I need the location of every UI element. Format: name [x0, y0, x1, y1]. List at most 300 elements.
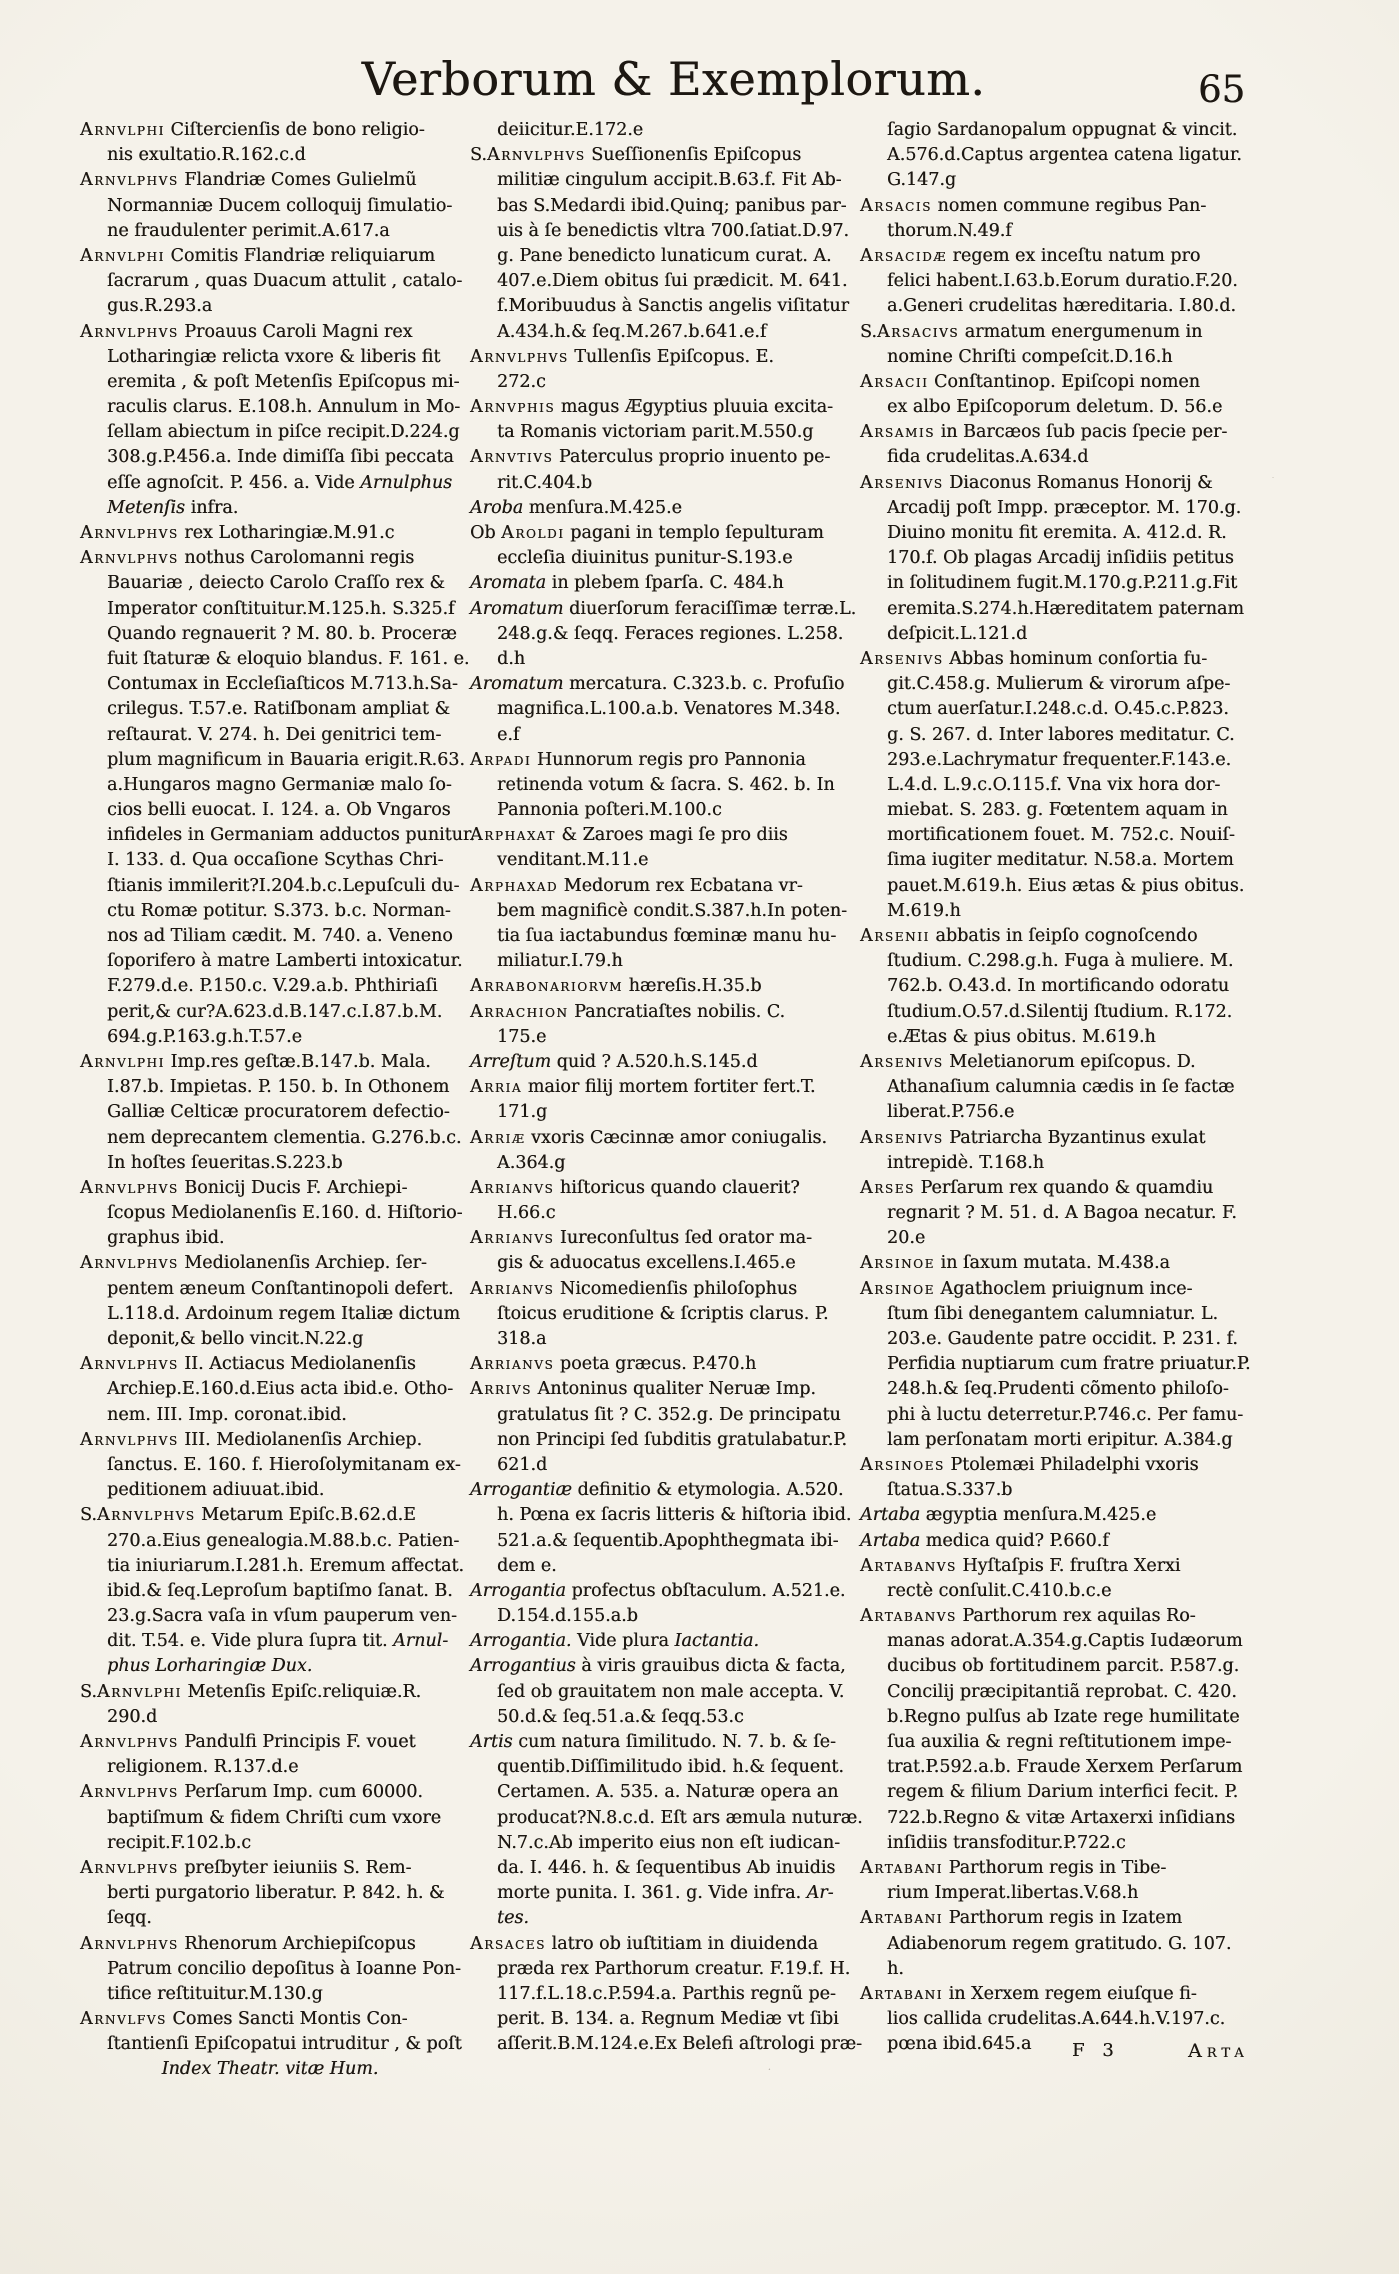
- text-run: nem deprecantem clementia. G.276.b.c.: [107, 1127, 462, 1148]
- entry-headword: Arnvlphvs: [486, 145, 586, 166]
- text-run: definitio & etymologia. A.520.: [571, 1480, 844, 1501]
- entry-headword: Arnvlphi: [96, 1681, 182, 1702]
- index-entry-line: [470, 1629, 850, 1654]
- index-text-line: [470, 647, 850, 672]
- entry-headword: Arrianvs: [470, 1354, 555, 1375]
- text-run: ne fraudulenter perimit.A.617.a: [107, 220, 390, 241]
- index-text-line: [80, 672, 460, 697]
- text-run: S.: [80, 1681, 97, 1702]
- text-run: poeta græcus. P.470.h: [554, 1354, 757, 1375]
- index-text-line: [80, 798, 460, 823]
- text-run: recipit.F.102.b.c: [107, 1832, 252, 1853]
- text-run: a.Hungaros magno Germaniæ malo ſo-: [107, 774, 452, 795]
- index-text-line: [80, 622, 460, 647]
- index-text-line: [470, 1302, 850, 1327]
- index-text-line: [80, 1705, 460, 1730]
- text-run: Certamen. A. 535. a. Naturæ opera an: [497, 1782, 839, 1803]
- entry-headword: Arria: [470, 1077, 523, 1098]
- entry-headword: Arnvlphi: [80, 1051, 165, 1072]
- text-run: 722.b.Regno & vitæ Artaxerxi inſidians: [887, 1807, 1236, 1828]
- text-run: I.87.b. Impietas. P. 150. b. In Othonem: [107, 1077, 450, 1098]
- italic-text-run: Ar-: [806, 1883, 834, 1904]
- text-run: graphus ibid.: [107, 1228, 225, 1249]
- index-entry-line: [80, 521, 460, 546]
- entry-headword: Arnvlphvs: [80, 1732, 179, 1752]
- index-entry-line: [860, 924, 1240, 949]
- entry-headword: Arnvlphvs: [80, 1253, 179, 1274]
- italic-text-run: tes.: [497, 1908, 529, 1929]
- entry-headword: Arrianvs: [470, 1228, 555, 1249]
- text-run: Abbas hominum conſortia fu-: [943, 648, 1208, 669]
- index-text-line: [80, 345, 460, 370]
- text-run: Rhenorum Archiepiſcopus: [178, 1933, 416, 1954]
- text-run: Mediolanenſis Archiep. ſer-: [178, 1253, 427, 1274]
- index-entry-line: [860, 1604, 1240, 1629]
- index-text-line: [470, 1856, 850, 1881]
- index-text-line: [470, 546, 850, 571]
- index-text-line: [860, 672, 1240, 697]
- index-text-line: [470, 269, 850, 294]
- index-text-line: [860, 521, 1240, 546]
- index-text-line: [80, 445, 460, 470]
- entry-headword: Artabanvs: [860, 1606, 957, 1627]
- index-text-line: [860, 1377, 1240, 1402]
- text-run: manas adorat.A.354.g.Captis Iudæorum: [887, 1631, 1243, 1652]
- text-run: lam perſonatam morti eripitur. A.384.g: [887, 1429, 1233, 1450]
- italic-text-run: Arreſtum: [470, 1051, 552, 1072]
- text-run: tifice reſtituitur.M.130.g: [107, 1983, 323, 2004]
- text-run: deiicitur.E.172.e: [497, 120, 644, 140]
- text-run: Diaconus Romanus Honorij &: [943, 472, 1213, 493]
- text-run: ſellam abiectum in piſce recipit.D.224.g: [107, 422, 460, 443]
- index-entry-line: [860, 320, 1240, 345]
- italic-text-run: Arrogantiæ: [470, 1480, 572, 1501]
- index-text-line: [80, 1075, 460, 1100]
- index-entry-line: [860, 471, 1240, 496]
- index-text-line: [470, 294, 850, 319]
- entry-headword: Arrianvs: [470, 1278, 555, 1299]
- italic-text-run: Aromatum: [470, 674, 564, 695]
- text-run: hæreſis.H.35.b: [623, 976, 762, 997]
- text-run: Agathoclem priuignum ince-: [934, 1278, 1193, 1299]
- index-text-line: [860, 395, 1240, 420]
- italic-text-run: Arnulphus: [360, 472, 453, 493]
- entry-headword: Artabanvs: [860, 1555, 957, 1576]
- entry-headword: Arsacivs: [876, 321, 960, 342]
- index-text-line: [470, 1201, 850, 1226]
- entry-headword: Arnvtivs: [470, 447, 554, 468]
- index-text-line: [80, 974, 460, 999]
- index-text-line: [80, 1604, 460, 1629]
- index-text-line: [80, 1982, 460, 2007]
- text-run: S.: [470, 145, 487, 166]
- text-run: Sueſſionenſis Epiſcopus: [585, 145, 802, 166]
- index-text-line: [860, 1680, 1240, 1705]
- index-text-line: [470, 1957, 850, 1982]
- index-entry-line: [470, 1176, 850, 1201]
- index-text-line: [80, 370, 460, 395]
- index-text-line: [470, 1327, 850, 1352]
- index-text-line: [470, 1906, 850, 1931]
- index-text-line: [80, 1478, 460, 1503]
- index-entry-line: [470, 1050, 850, 1075]
- index-text-line: [470, 420, 850, 445]
- text-run: ibid.& ſeq.Leproſum baptiſmo ſanat. B.: [107, 1580, 453, 1601]
- index-text-line: [80, 597, 460, 622]
- index-text-line: [80, 1100, 460, 1125]
- text-run: Metenſis Epiſc.reliquiæ.R.: [181, 1681, 422, 1702]
- text-run: preſbyter ieiuniis S. Rem-: [178, 1857, 412, 1878]
- text-run: 171.g: [497, 1102, 548, 1123]
- text-run: pœna ibid.645.a: [887, 2034, 1032, 2055]
- index-text-line: [860, 1201, 1240, 1226]
- text-run: ſtoicus eruditione & ſcriptis clarus. P.: [497, 1303, 829, 1324]
- index-text-line: [470, 1982, 850, 2007]
- text-run: a.Generi crudelitas hæreditaria. I.80.d.: [887, 296, 1236, 317]
- signature-mark: F 3: [1072, 2040, 1120, 2061]
- index-entry-line: [470, 521, 850, 546]
- index-entry-line: [80, 1780, 460, 1805]
- index-entry-line: [470, 143, 850, 168]
- index-text-line: [470, 1529, 850, 1554]
- italic-text-run: phus Lorharingiæ Dux.: [107, 1656, 313, 1677]
- index-text-line: [80, 723, 460, 748]
- index-text-line: [80, 1453, 460, 1478]
- text-run: thorum.N.49.f: [887, 220, 1012, 241]
- text-run: nem. III. Imp. coronat.ibid.: [107, 1404, 347, 1425]
- index-text-line: [470, 370, 850, 395]
- index-entry-line: [470, 874, 850, 899]
- index-entry-line: [860, 1251, 1240, 1276]
- index-text-line: [80, 2057, 460, 2082]
- text-run: A.576.d.Captus argentea catena ligatur.: [887, 145, 1242, 166]
- index-text-line: [470, 798, 850, 823]
- index-text-line: [80, 1201, 463, 1226]
- text-run: morte punita. I. 361. g. Vide infra.: [497, 1883, 807, 1904]
- index-text-line: [80, 773, 460, 798]
- text-run: ſacrarum , quas Duacum attulit , catalo-: [107, 271, 463, 292]
- text-run: 50.d.& ſeq.51.a.& ſeqq.53.c: [497, 1706, 744, 1727]
- index-entry-line: [80, 168, 460, 193]
- text-run: 521.a.& ſequentib.Apophthegmata ibi-: [497, 1530, 839, 1551]
- running-title: Verborum & Exemplorum.: [361, 52, 986, 106]
- index-text-line: [470, 2007, 850, 2032]
- entry-headword: Artabani: [860, 1983, 944, 2004]
- index-entry-line: [80, 244, 460, 269]
- text-run: ctu Romæ potitur. S.373. b.c. Norman-: [107, 900, 451, 921]
- index-text-line: [470, 1680, 850, 1705]
- index-entry-line: [860, 1529, 1240, 1554]
- italic-text-run: Arrogantia.: [470, 1631, 572, 1652]
- text-run: tia iniuriarum.I.281.h. Eremum affectat.: [107, 1555, 464, 1576]
- index-text-line: [80, 949, 463, 974]
- index-text-line: [860, 2007, 1240, 2032]
- text-run: crilegus. T.57.e. Ratiſbonam ampliat &: [107, 699, 451, 720]
- index-entry-line: [470, 748, 850, 773]
- index-text-line: [80, 471, 460, 496]
- text-run: Nicomedienſis philoſophus: [554, 1278, 798, 1299]
- italic-text-run: Artaba: [860, 1530, 921, 1551]
- index-text-line: [860, 143, 1240, 168]
- text-run: perit. B. 134. a. Regnum Mediæ vt ſibi: [497, 2009, 839, 2030]
- entry-headword: Arnvlphvs: [80, 1354, 179, 1375]
- text-run: rit.C.404.b: [497, 472, 593, 493]
- index-columns: [80, 118, 1251, 2083]
- entry-headword: Arsinoe: [860, 1278, 935, 1299]
- index-entry-line: [860, 420, 1240, 445]
- index-text-line: [80, 1806, 460, 1831]
- index-text-line: [860, 118, 1240, 143]
- entry-headword: Arnvlphi: [80, 245, 165, 266]
- index-text-line: [860, 697, 1240, 722]
- index-text-line: [860, 748, 1240, 773]
- text-run: perit,& cur?A.623.d.B.147.c.I.87.b.M.: [107, 1001, 443, 1022]
- text-run: miliatur.I.79.h: [497, 951, 623, 972]
- index-text-line: [470, 1755, 850, 1780]
- index-text-line: [80, 1327, 460, 1352]
- index-text-line: [860, 168, 1240, 193]
- index-entry-line: [80, 320, 460, 345]
- text-run: Conſtantinop. Epiſcopi nomen: [928, 371, 1200, 392]
- text-run: Ob: [470, 523, 502, 543]
- index-text-line: [860, 2032, 1240, 2057]
- text-run: h. Pœna ex ſacris litteris & hiſtoria ibid.: [497, 1505, 852, 1526]
- text-run: ſtudium.O.57.d.Silentij ſtudium. R.172.: [887, 1001, 1233, 1022]
- text-run: 621.d: [497, 1454, 548, 1475]
- text-run: militiæ cingulum accipit.B.63.f. Fit Ab-: [497, 170, 842, 191]
- entry-headword: Arsenivs: [860, 472, 944, 493]
- text-run: Bonicij Ducis F. Archiepi-: [178, 1177, 408, 1198]
- index-text-line: [80, 2032, 460, 2057]
- text-run: D.154.d.155.a.b: [497, 1606, 638, 1627]
- index-text-line: [860, 1478, 1240, 1503]
- index-entry-line: [860, 1856, 1240, 1881]
- index-text-line: [470, 924, 850, 949]
- entry-headword: Arnvlphvs: [80, 1933, 179, 1954]
- text-run: Parthorum regis in Tibe-: [943, 1857, 1167, 1878]
- index-entry-line: [470, 395, 850, 420]
- text-run: Hunnorum regis pro Pannonia: [531, 749, 806, 770]
- text-run: ſoporifero à matre Lamberti intoxicatur.: [107, 951, 463, 972]
- text-run: quid ? A.520.h.S.145.d: [551, 1051, 758, 1072]
- text-run: Pandulfi Principis F. vouet: [178, 1732, 416, 1752]
- text-run: Bauariæ , deiecto Carolo Craſſo rex &: [107, 573, 445, 594]
- entry-headword: Arses: [860, 1177, 915, 1198]
- index-text-line: [80, 697, 460, 722]
- text-run: Parthorum regis in Izatem: [943, 1908, 1183, 1929]
- index-entry-line: [860, 1277, 1240, 1302]
- entry-headword: Arnvphis: [470, 397, 556, 418]
- index-text-line: [860, 949, 1240, 974]
- entry-headword: Arsamis: [860, 422, 936, 443]
- text-run: M.619.h: [887, 900, 961, 921]
- index-text-line: [80, 1831, 460, 1856]
- text-run: ſed ob grauitatem non male accepta. V.: [497, 1681, 845, 1702]
- index-text-line: [470, 848, 850, 873]
- entry-headword: Arsacidæ: [860, 245, 947, 266]
- index-text-line: [860, 1755, 1243, 1780]
- text-run: & Zaroes magi ſe pro diis: [555, 825, 788, 846]
- text-run: 272.c: [497, 371, 546, 392]
- text-run: mortificationem fouet. M. 752.c. Nouiſ-: [887, 825, 1235, 846]
- text-run: præda rex Parthorum creatur. F.19.f. H.: [497, 1958, 851, 1979]
- index-text-line: [860, 345, 1240, 370]
- index-text-line: [470, 219, 850, 244]
- entry-headword: Arsaces: [470, 1933, 546, 1954]
- index-entry-line: [80, 1050, 460, 1075]
- text-run: 23.g.Sacra vaſa in vſum pauperum ven-: [107, 1606, 457, 1627]
- text-run: abbatis in ſeipſo cognoſcendo: [929, 926, 1198, 946]
- text-run: in ſaxum mutata. M.438.a: [934, 1253, 1170, 1274]
- text-run: pagani in templo ſepulturam: [564, 523, 824, 543]
- index-text-line: [470, 194, 850, 219]
- text-run: Diuino monitu fit eremita. A. 412.d. R.: [887, 523, 1227, 543]
- index-entry-line: [80, 1251, 460, 1276]
- index-text-line: [860, 1957, 1240, 1982]
- text-run: in Barcæos ſub pacis ſpecie per-: [935, 422, 1228, 443]
- text-column-3: [860, 118, 1251, 2083]
- index-entry-line: [470, 597, 857, 622]
- text-run: infideles in Germaniam adductos punitur.: [107, 825, 475, 846]
- text-run: bas S.Medardi ibid.Quinq; panibus par-: [497, 195, 847, 216]
- text-run: magus Ægyptius pluuia excita-: [555, 397, 833, 418]
- text-run: eremita.S.274.h.Hæreditatem paternam: [887, 598, 1244, 619]
- text-run: Perſarum Imp. cum 60000.: [178, 1782, 423, 1803]
- index-entry-line: [860, 370, 1240, 395]
- italic-text-run: Arrogantius: [470, 1656, 576, 1677]
- text-run: F.279.d.e. P.150.c. V.29.a.b. Phthiriaſi: [107, 976, 438, 997]
- text-run: phi à luctu deterretur.P.746.c. Per famu-: [887, 1404, 1244, 1425]
- text-run: trat.P.592.a.b. Fraude Xerxem Perſarum: [887, 1757, 1243, 1778]
- text-run: regem ex inceſtu natum pro: [946, 245, 1201, 266]
- text-run: regnarit ? M. 51. d. A Bagoa necatur. F.: [887, 1203, 1237, 1224]
- text-run: ſanctus. E. 160. f. Hieroſolymitanam ex-: [107, 1454, 461, 1475]
- catchword: Arta: [1188, 2040, 1249, 2062]
- index-text-line: [470, 2032, 862, 2057]
- entry-headword: Arsacis: [860, 195, 932, 216]
- index-text-line: [80, 294, 460, 319]
- text-run: raculis clarus. E.108.h. Annulum in Mo-: [107, 397, 461, 418]
- text-run: non Principi ſed ſubditis gratulabatur.P.: [497, 1429, 847, 1450]
- index-entry-line: [470, 496, 850, 521]
- index-text-line: [860, 1831, 1240, 1856]
- text-run: Flandriæ Comes Gulielmũ: [178, 170, 417, 191]
- index-entry-line: [860, 1050, 1240, 1075]
- text-run: ta Romanis victoriam parit.M.550.g: [497, 422, 814, 443]
- text-run: Pancratiaſtes nobilis. C.: [568, 1001, 786, 1022]
- index-entry-line: [860, 194, 1240, 219]
- text-run: dem e.: [497, 1555, 557, 1576]
- text-column-2: [470, 118, 863, 2083]
- text-run: ſtum ſibi denegantem calumniatur. L.: [887, 1303, 1219, 1324]
- text-run: gis & aduocatus excellens.I.465.e: [497, 1253, 796, 1274]
- entry-headword: Arnvlphvs: [96, 1505, 196, 1526]
- index-text-line: [470, 1604, 850, 1629]
- text-run: Archiep.E.160.d.Eius acta ibid.e. Otho-: [107, 1379, 454, 1400]
- index-entry-line: [470, 1126, 850, 1151]
- text-run: ſagio Sardanopalum oppugnat & vincit.: [887, 120, 1238, 140]
- text-run: Ciſtercienſis de bono religio-: [164, 120, 425, 140]
- index-text-line: [80, 1957, 460, 1982]
- index-text-line: [860, 823, 1240, 848]
- text-run: maior filij mortem fortiter fert.T.: [522, 1077, 816, 1098]
- text-run: ſtantienſi Epiſcopatui intruditur , & poſt: [107, 2034, 462, 2055]
- index-text-line: [860, 1428, 1240, 1453]
- text-run: Hyſtaſpis F. fruſtra Xerxi: [956, 1555, 1181, 1576]
- index-entry-line: [80, 1176, 460, 1201]
- index-text-line: [860, 798, 1240, 823]
- text-run: S.: [80, 1505, 97, 1526]
- text-run: rectè conſulit.C.410.b.c.e: [887, 1580, 1112, 1601]
- entry-headword: Arnvlphvs: [80, 321, 179, 342]
- text-run: g. Pane benedicto lunaticum curat. A.: [497, 245, 832, 266]
- index-text-line: [470, 1831, 850, 1856]
- index-text-line: [80, 1000, 460, 1025]
- index-text-line: [860, 1932, 1240, 1957]
- text-run: 270.a.Eius genealogia.M.88.b.c. Patien-: [107, 1530, 460, 1551]
- index-text-line: [470, 1881, 850, 1906]
- text-run: nomen commune regibus Pan-: [931, 195, 1207, 216]
- text-run: rium Imperat.libertas.V.68.h: [887, 1883, 1139, 1904]
- text-run: vxoris Cæcinnæ amor coniugalis.: [525, 1127, 827, 1148]
- entry-headword: Arrachion: [470, 1001, 569, 1022]
- text-run: producat?N.8.c.d. Eſt ars æmula nuturæ.: [497, 1807, 863, 1828]
- text-run: 248.g.& ſeqq. Feraces regiones. L.258.: [497, 623, 844, 644]
- index-text-line: [80, 1302, 460, 1327]
- text-run: mercatura. C.323.b. c. Profuſio: [563, 674, 845, 695]
- index-entry-line: [80, 1428, 460, 1453]
- index-text-line: [80, 496, 460, 521]
- index-text-line: [80, 219, 460, 244]
- text-run: H.66.c: [497, 1203, 556, 1224]
- index-text-line: [470, 1428, 850, 1453]
- text-run: Imperator conſtituitur.M.125.h. S.325.f: [107, 598, 455, 619]
- index-entry-line: [470, 1377, 850, 1402]
- text-run: 318.a: [497, 1329, 547, 1349]
- text-run: Galliæ Celticæ procuratorem defectio-: [107, 1102, 450, 1123]
- text-run: Perſarum rex quando & quamdiu: [914, 1177, 1214, 1198]
- entry-headword: Arsenii: [860, 926, 930, 946]
- text-run: retinenda votum & ſacra. S. 462. b. In: [497, 774, 835, 795]
- entry-headword: Arnvlphvs: [80, 523, 179, 543]
- index-text-line: [470, 1705, 850, 1730]
- entry-headword: Artabani: [860, 1857, 944, 1878]
- index-entry-line: [470, 1352, 850, 1377]
- text-run: ſua auxilia & regni reſtitutionem impe-: [887, 1732, 1232, 1752]
- entry-headword: Arsinoes: [860, 1454, 945, 1475]
- text-run: aſſerit.B.M.124.e.Ex Belefi aſtrologi præ-: [497, 2034, 862, 2055]
- text-run: Parthorum rex aquilas Ro-: [956, 1606, 1196, 1627]
- text-run: Paterculus proprio inuento pe-: [553, 447, 831, 468]
- index-entry-line: [470, 1654, 850, 1679]
- text-run: A.364.g: [497, 1152, 566, 1173]
- entry-headword: Arnvlphvs: [80, 1782, 179, 1803]
- text-run: g. S. 267. d. Inter labores meditatur. C.: [887, 724, 1235, 745]
- italic-text-run: Metenſis: [107, 497, 185, 518]
- entry-headword: Arsinoe: [860, 1253, 935, 1274]
- italic-text-run: Aromatum: [470, 598, 564, 619]
- text-run: Meletianorum epiſcopus. D.: [943, 1051, 1196, 1072]
- text-run: Antoninus qualiter Neruæ Imp.: [531, 1379, 816, 1400]
- index-entry-line: [80, 1503, 460, 1528]
- index-entry-line: [80, 546, 460, 571]
- index-text-line: [80, 1126, 460, 1151]
- index-text-line: [470, 1554, 850, 1579]
- text-run: eſſe agnoſcit. P. 456. a. Vide: [107, 472, 361, 493]
- index-entry-line: [80, 1352, 460, 1377]
- text-run: liberat.P.756.e: [887, 1102, 1015, 1123]
- index-text-line: [860, 1780, 1240, 1805]
